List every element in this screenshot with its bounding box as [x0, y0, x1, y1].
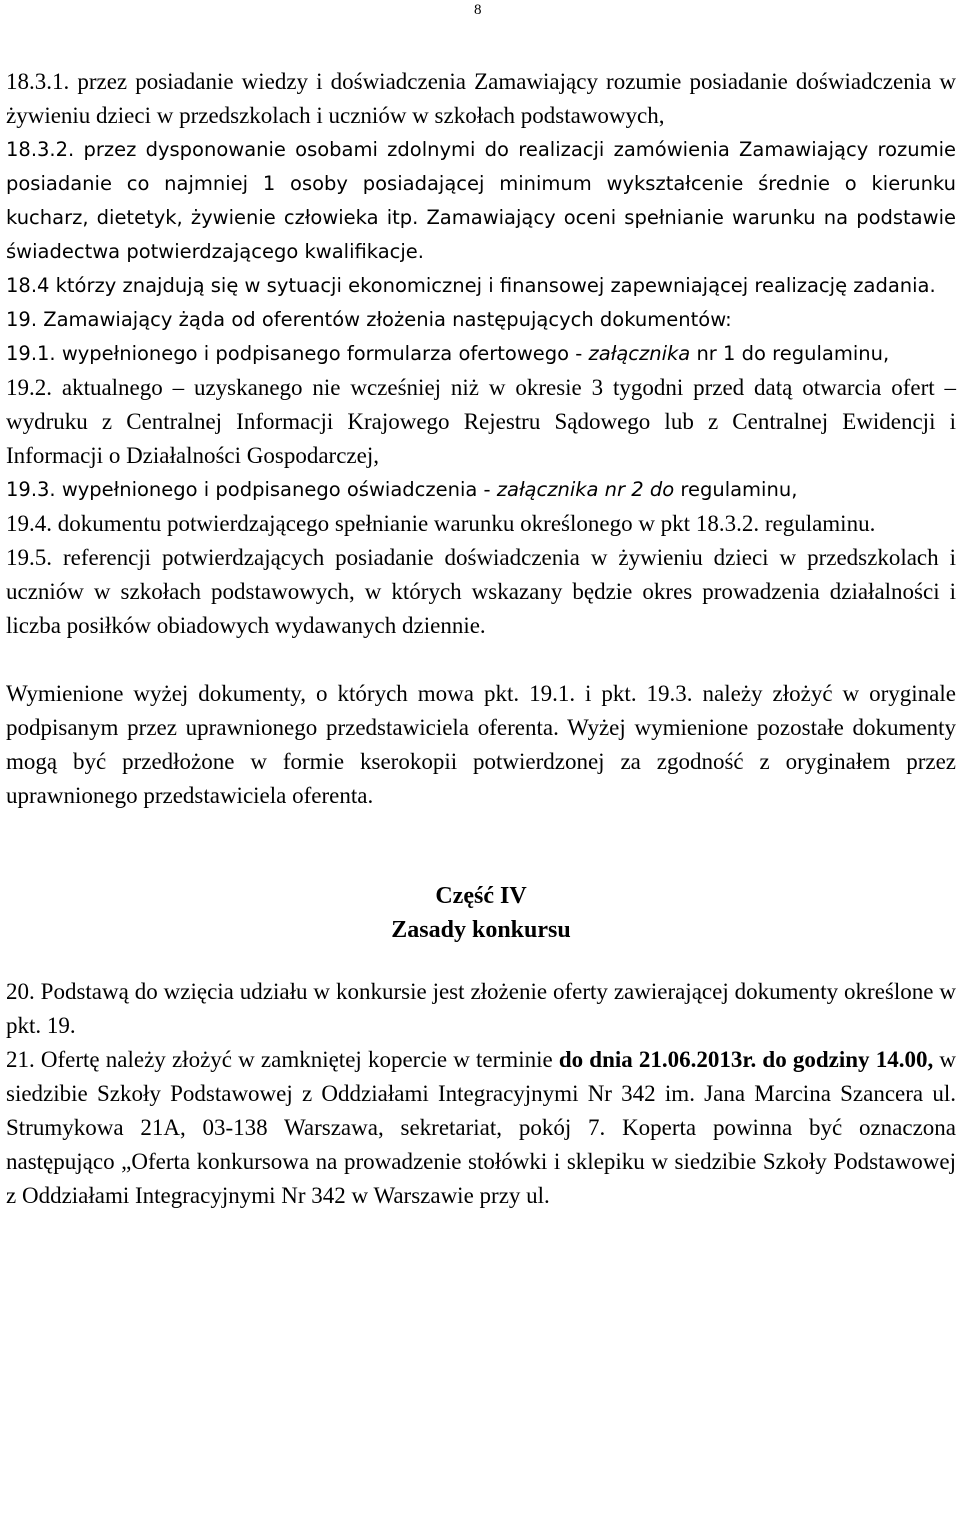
paragraph-19-3-tail: regulaminu, — [674, 478, 798, 501]
paragraph-19-4: 19.4. dokumentu potwierdzającego spełnianie warunku określonego w pkt 18.3.2. regulaminu. — [6, 511, 876, 536]
document-body — [6, 65, 956, 1213]
paragraph-19-3-italic: załącznika nr 2 do — [496, 478, 675, 501]
paragraph-19-5: 19.5. referencji potwierdzających posiadanie doświadczenia w żywieniu dzieci w przedszkolach i uczniów w szkołach podstawowych, w których wskazany będzie okres prowadzenia działalności i liczba posiłków obiadowych wydawanych dziennie. — [6, 545, 956, 638]
paragraph-19-3 — [6, 473, 956, 507]
paragraph-documents-note: Wymienione wyżej dokumenty, o których mowa pkt. 19.1. i pkt. 19.3. należy złożyć w oryginale podpisanym przez uprawnionego przedstawiciela oferenta. Wyżej wymienione pozostałe dokumenty mogą być przedłożone w formie kserokopii potwierdzonej za zgodność z oryginałem przez uprawnionego przedstawiciela oferenta. — [6, 681, 956, 808]
page-number: 8 — [474, 2, 482, 18]
section-title: Zasady konkursu — [391, 917, 571, 943]
paragraph-19-3-text: 19.3. wypełnionego i podpisanego oświadczenia - — [6, 478, 497, 501]
paragraph-18-3-1: 18.3.1. przez posiadanie wiedzy i doświadczenia Zamawiający rozumie posiadanie doświadczenia w żywieniu dzieci w przedszkolach i uczniów w szkołach podstawowych, — [6, 69, 956, 128]
paragraph-20: 20. Podstawą do wzięcia udziału w konkursie jest złożenie oferty zawierającej dokumenty określone w pkt. 19. — [6, 979, 956, 1038]
paragraph-18-4: 18.4 którzy znajdują się w sytuacji ekonomicznej i finansowej zapewniającej realizację zadania. — [6, 274, 936, 297]
section-part: Część IV — [435, 883, 527, 909]
paragraph-19-1 — [6, 337, 956, 371]
paragraph-21-deadline: do dnia 21.06.2013r. do godziny 14.00, — [558, 1047, 934, 1072]
paragraph-19-1-tail: nr 1 do regulaminu, — [690, 342, 890, 365]
paragraph-21-tail: w siedzibie Szkoły Podstawowej z Oddziałami Integracyjnymi Nr 342 im. Jana Marcina Szancera ul. Strumykowa 21A, 03-138 Warszawa, sekretariat, pokój 7. Koperta powinna być oznaczona następująco „Oferta konkursowa na prowadzenie stołówki i sklepiku w siedzibie Szkoły Podstawowej z Oddziałami Integracyjnymi Nr 342 w Warszawie przy ul. — [6, 1047, 956, 1208]
paragraph-21 — [6, 1043, 956, 1213]
paragraph-21-text: 21. Ofertę należy złożyć w zamkniętej kopercie w terminie — [6, 1047, 559, 1072]
paragraph-19-1-italic: załącznika — [588, 342, 691, 365]
paragraph-19-1-text: 19.1. wypełnionego i podpisanego formularza ofertowego - — [6, 342, 589, 365]
paragraph-18-3-2: 18.3.2. przez dysponowanie osobami zdolnymi do realizacji zamówienia Zamawiający rozumie posiadanie co najmniej 1 osoby posiadającej minimum wykształcenie średnie o kierunku kucharz, dietetyk, żywienie człowieka itp. Zamawiający oceni spełnianie warunku na podstawie świadectwa potwierdzającego kwalifikacje. — [6, 138, 956, 263]
paragraph-19-2: 19.2. aktualnego – uzyskanego nie wcześniej niż w okresie 3 tygodni przed datą otwarcia ofert – wydruku z Centralnej Informacji Krajowego Rejestru Sądowego lub z Centralnej Ewidencji i Informacji o Działalności Gospodarczej, — [6, 375, 956, 468]
paragraph-19: 19. Zamawiający żąda od oferentów złożenia następujących dokumentów: — [6, 308, 732, 331]
